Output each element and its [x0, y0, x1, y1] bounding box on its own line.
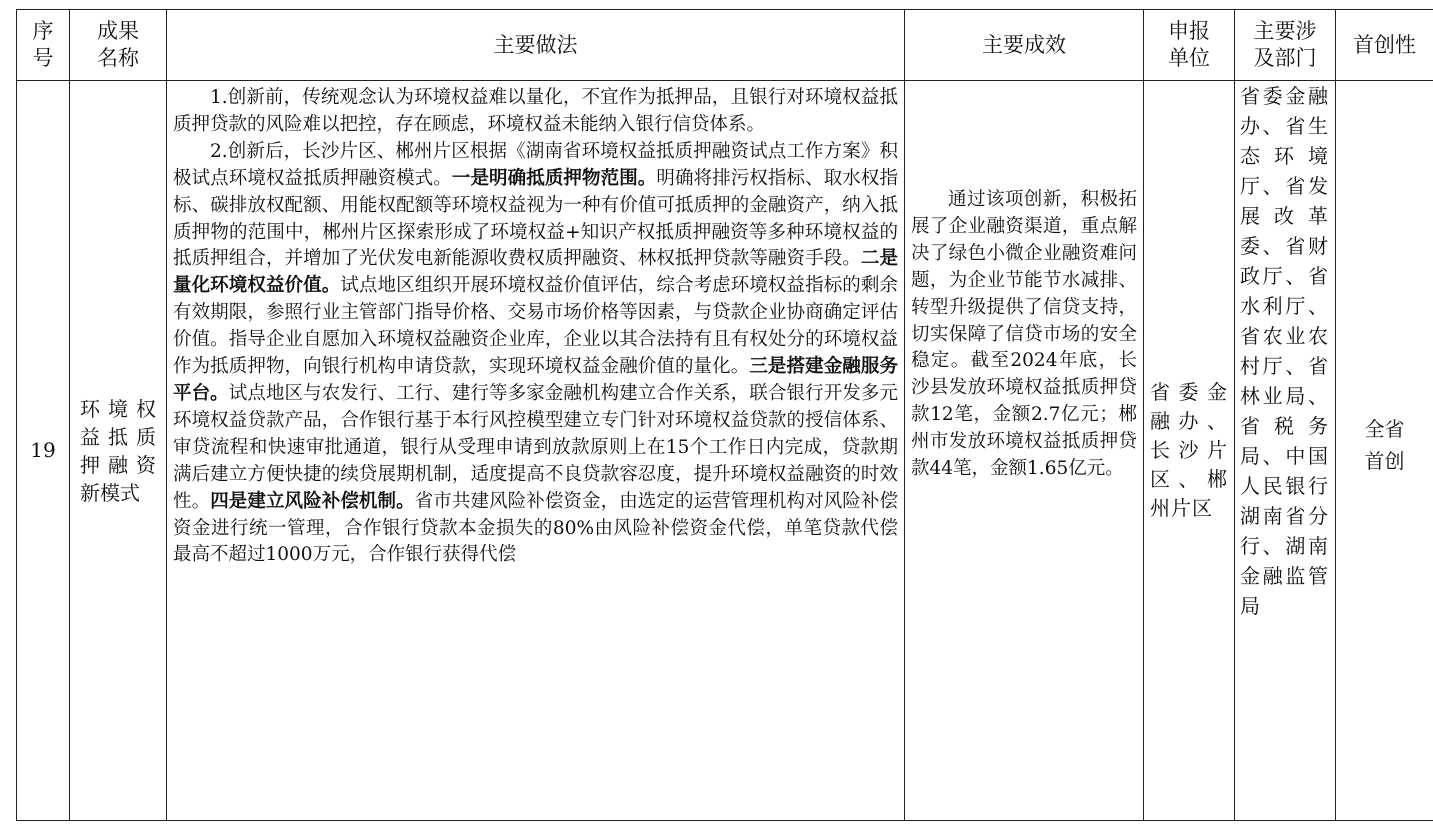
cell-first: 全省首创: [1336, 81, 1433, 821]
header-practice: 主要做法: [167, 10, 905, 81]
cell-dept: 省委金融办、省生态环境厅、省发展改革委、省财政厅、省水利厅、省农业农村厅、省林业局、省税务局、中国人民银行湖南省分行、湖南金融监管局: [1235, 81, 1336, 821]
header-first: 首创性: [1336, 10, 1433, 81]
header-effect: 主要成效: [905, 10, 1144, 81]
cell-unit: 省委金融办、长沙片区、郴州片区: [1144, 81, 1235, 821]
bold-heading-4: 四是建立风险补偿机制。: [210, 490, 415, 512]
header-dept: 主要涉 及部门: [1235, 10, 1336, 81]
bold-heading-3: 三是搭建金融服务平台。: [173, 356, 898, 404]
practice-paragraph-1: 1.创新前，传统观念认为环境权益难以量化，不宜作为抵押品，且银行对环境权益抵质押贷款的风险难以把控，存在顾虑，环境权益未能纳入银行信贷体系。: [173, 87, 898, 135]
cell-seq: 19: [17, 81, 70, 821]
header-name: 成果 名称: [70, 10, 167, 81]
bold-heading-2: 二是量化环境权益价值。: [173, 248, 898, 297]
cell-name: 环境权益抵质押融资新模式: [70, 81, 167, 821]
cell-practice: [167, 81, 905, 821]
bold-heading-1: 一是明确抵质押物范围。: [451, 167, 657, 189]
header-seq: 序 号: [17, 10, 70, 81]
table-row: [17, 81, 1433, 821]
practice-paragraph-2: 2.创新后，长沙片区、郴州片区根据《湖南省环境权益抵质押融资试点工作方案》积极试点环境权益抵质押融资模式。一是明确抵质押物范围。明确将排污权指标、取水权指标、碳排放权配额、用能权配额等环境权益视为一种有价值可抵质押的金融资产，纳入抵质押物的范围中，郴州片区探索形成了环境权益+知识产权抵质押融资等多种环境权益的抵质押组合，并增加了光伏发电新能源收费权质押融资、林权抵押贷款等融资手段。二是量化环境权益价值。试点地区组织开展环境权益价值评估，综合考虑环境权益指标的剩余有效期限，参照行业主管部门指导价格、交易市场价格等因素，与贷款企业协商确定评估价值。指导企业自愿加入环境权益融资企业库，企业以其合法持有且有权处分的环境权益作为抵质押物，向银行机构申请贷款，实现环境权益金融价值的量化。三是搭建金融服务平台。试点地区与农发行、工行、建行等多家金融机构建立合作关系，联合银行开发多元环境权益贷款产品，合作银行基于本行风控模型建立专门针对环境权益贷款的授信体系、审贷流程和快速审批通道，银行从受理申请到放款原则上在15个工作日内完成，贷款期满后建立方便快捷的续贷展期机制，适度提高不良贷款容忍度，提升环境权益融资的时效性。四是建立风险补偿机制。省市共建风险补偿资金，由选定的运营管理机构对风险补偿资金进行统一管理，合作银行贷款本金损失的80%由风险补偿资金代偿，单笔贷款代偿最高不超过1000万元，合作银行获得代偿: [173, 140, 898, 566]
header-unit: 申报 单位: [1144, 10, 1235, 81]
table-header-row: [17, 10, 1433, 81]
document-page: [16, 9, 1433, 821]
cell-effect: 通过该项创新，积极拓展了企业融资渠道，重点解决了绿色小微企业融资难问题，为企业节能节水减排、转型升级提供了信贷支持，切实保障了信贷市场的安全稳定。截至2024年底，长沙县发放环境权益抵质押贷款12笔，金额2.7亿元；郴州市发放环境权益抵质押贷款44笔，金额1.65亿元。: [905, 81, 1144, 821]
achievement-table: [16, 9, 1433, 821]
